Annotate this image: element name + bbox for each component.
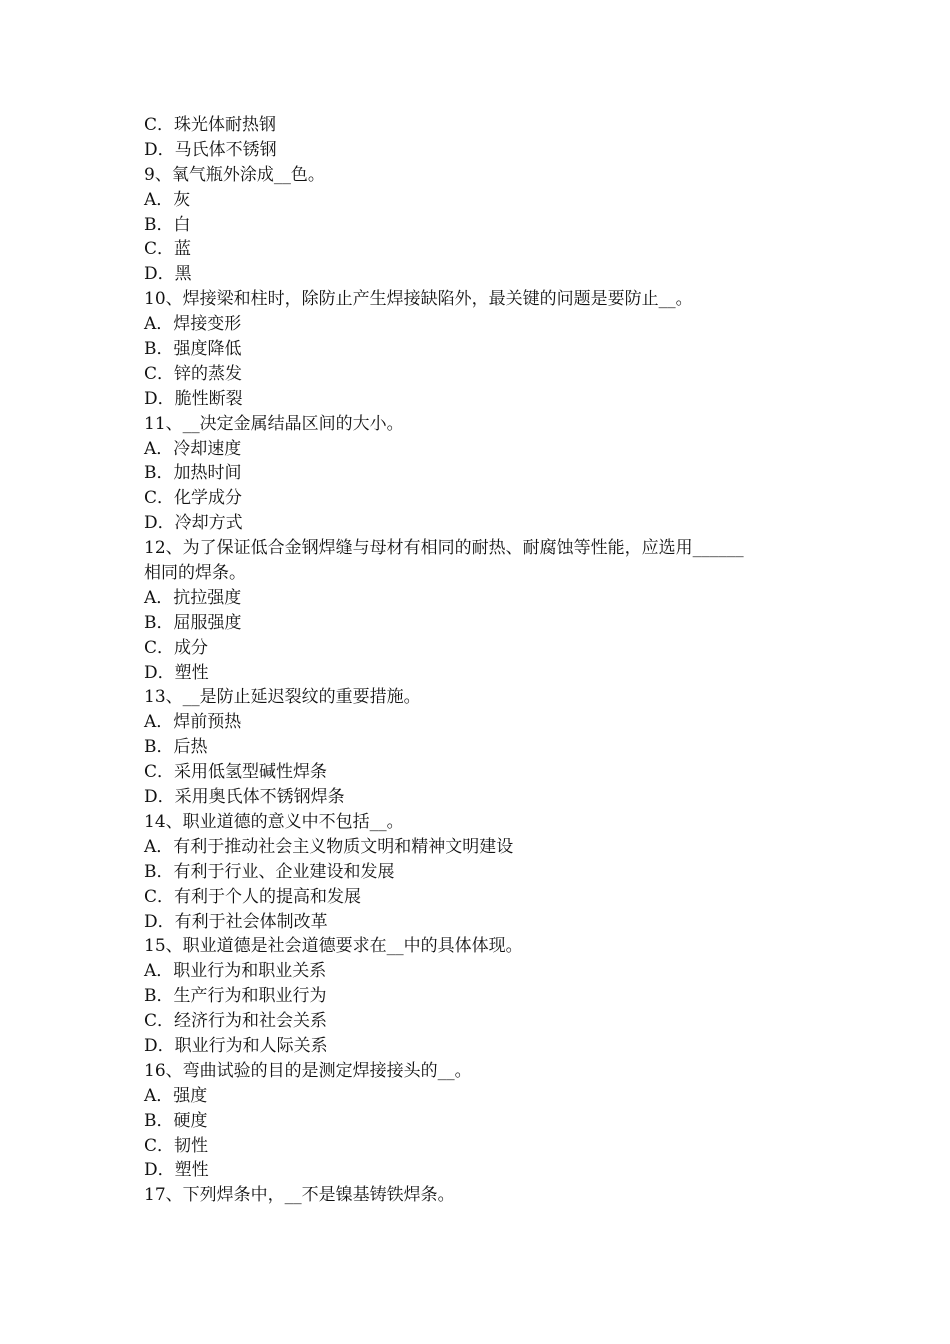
answer-option: A．强度 <box>144 1085 208 1106</box>
answer-option: B．有利于行业、企业建设和发展 <box>144 861 395 882</box>
answer-option: C．经济行为和社会关系 <box>144 1011 328 1032</box>
answer-option: D．马氏体不锈钢 <box>144 139 277 160</box>
answer-option: C．有利于个人的提高和发展 <box>144 886 362 907</box>
answer-option: B．白 <box>144 214 191 235</box>
answer-option: B．硬度 <box>144 1110 208 1131</box>
answer-option: B．加热时间 <box>144 463 242 484</box>
question-text: 13、__是防止延迟裂纹的重要措施。 <box>144 687 421 708</box>
question-text: 14、职业道德的意义中不包括__。 <box>144 811 404 832</box>
answer-option: B．屈服强度 <box>144 612 242 633</box>
answer-option: D．采用奥氏体不锈钢焊条 <box>144 787 345 808</box>
answer-option: A．有利于推动社会主义物质文明和精神文明建设 <box>144 836 514 857</box>
question-text: 15、职业道德是社会道德要求在__中的具体体现。 <box>144 936 523 957</box>
answer-option: A．冷却速度 <box>144 438 242 459</box>
question-text: 9、氧气瓶外涂成__色。 <box>144 164 325 185</box>
text-line: 相同的焊条。 <box>144 563 246 584</box>
answer-option: C．成分 <box>144 637 209 658</box>
answer-option: B．生产行为和职业行为 <box>144 986 327 1007</box>
answer-option: C．采用低氢型碱性焊条 <box>144 762 328 783</box>
answer-option: A．焊接变形 <box>144 314 242 335</box>
question-text: 17、下列焊条中，__不是镍基铸铁焊条。 <box>144 1185 455 1206</box>
document-page <box>144 113 824 1208</box>
answer-option: D．冷却方式 <box>144 513 243 534</box>
answer-option: A．职业行为和职业关系 <box>144 961 327 982</box>
answer-option: A．抗拉强度 <box>144 587 242 608</box>
answer-option: B．后热 <box>144 737 208 758</box>
answer-option: D．塑性 <box>144 1160 209 1181</box>
answer-option: C．蓝 <box>144 239 192 260</box>
answer-option: A．灰 <box>144 189 191 210</box>
answer-option: D．职业行为和人际关系 <box>144 1035 328 1056</box>
answer-option: B．强度降低 <box>144 339 242 360</box>
answer-option: D．黑 <box>144 264 192 285</box>
answer-option: D．塑性 <box>144 662 209 683</box>
question-text: 16、弯曲试验的目的是测定焊接接头的__。 <box>144 1060 472 1081</box>
question-text: 10、焊接梁和柱时，除防止产生焊接缺陷外，最关键的问题是要防止__。 <box>144 289 693 310</box>
answer-option: A．焊前预热 <box>144 712 242 733</box>
answer-option: C．化学成分 <box>144 488 243 509</box>
answer-option: C．锌的蒸发 <box>144 363 243 384</box>
question-text: 11、__决定金属结晶区间的大小。 <box>144 413 404 434</box>
question-text: 12、为了保证低合金钢焊缝与母材有相同的耐热、耐腐蚀等性能，应选用______ <box>144 538 744 559</box>
answer-option: D．脆性断裂 <box>144 388 243 409</box>
answer-option: C．韧性 <box>144 1135 209 1156</box>
answer-option: C．珠光体耐热钢 <box>144 115 277 135</box>
answer-option: D．有利于社会体制改革 <box>144 911 328 932</box>
